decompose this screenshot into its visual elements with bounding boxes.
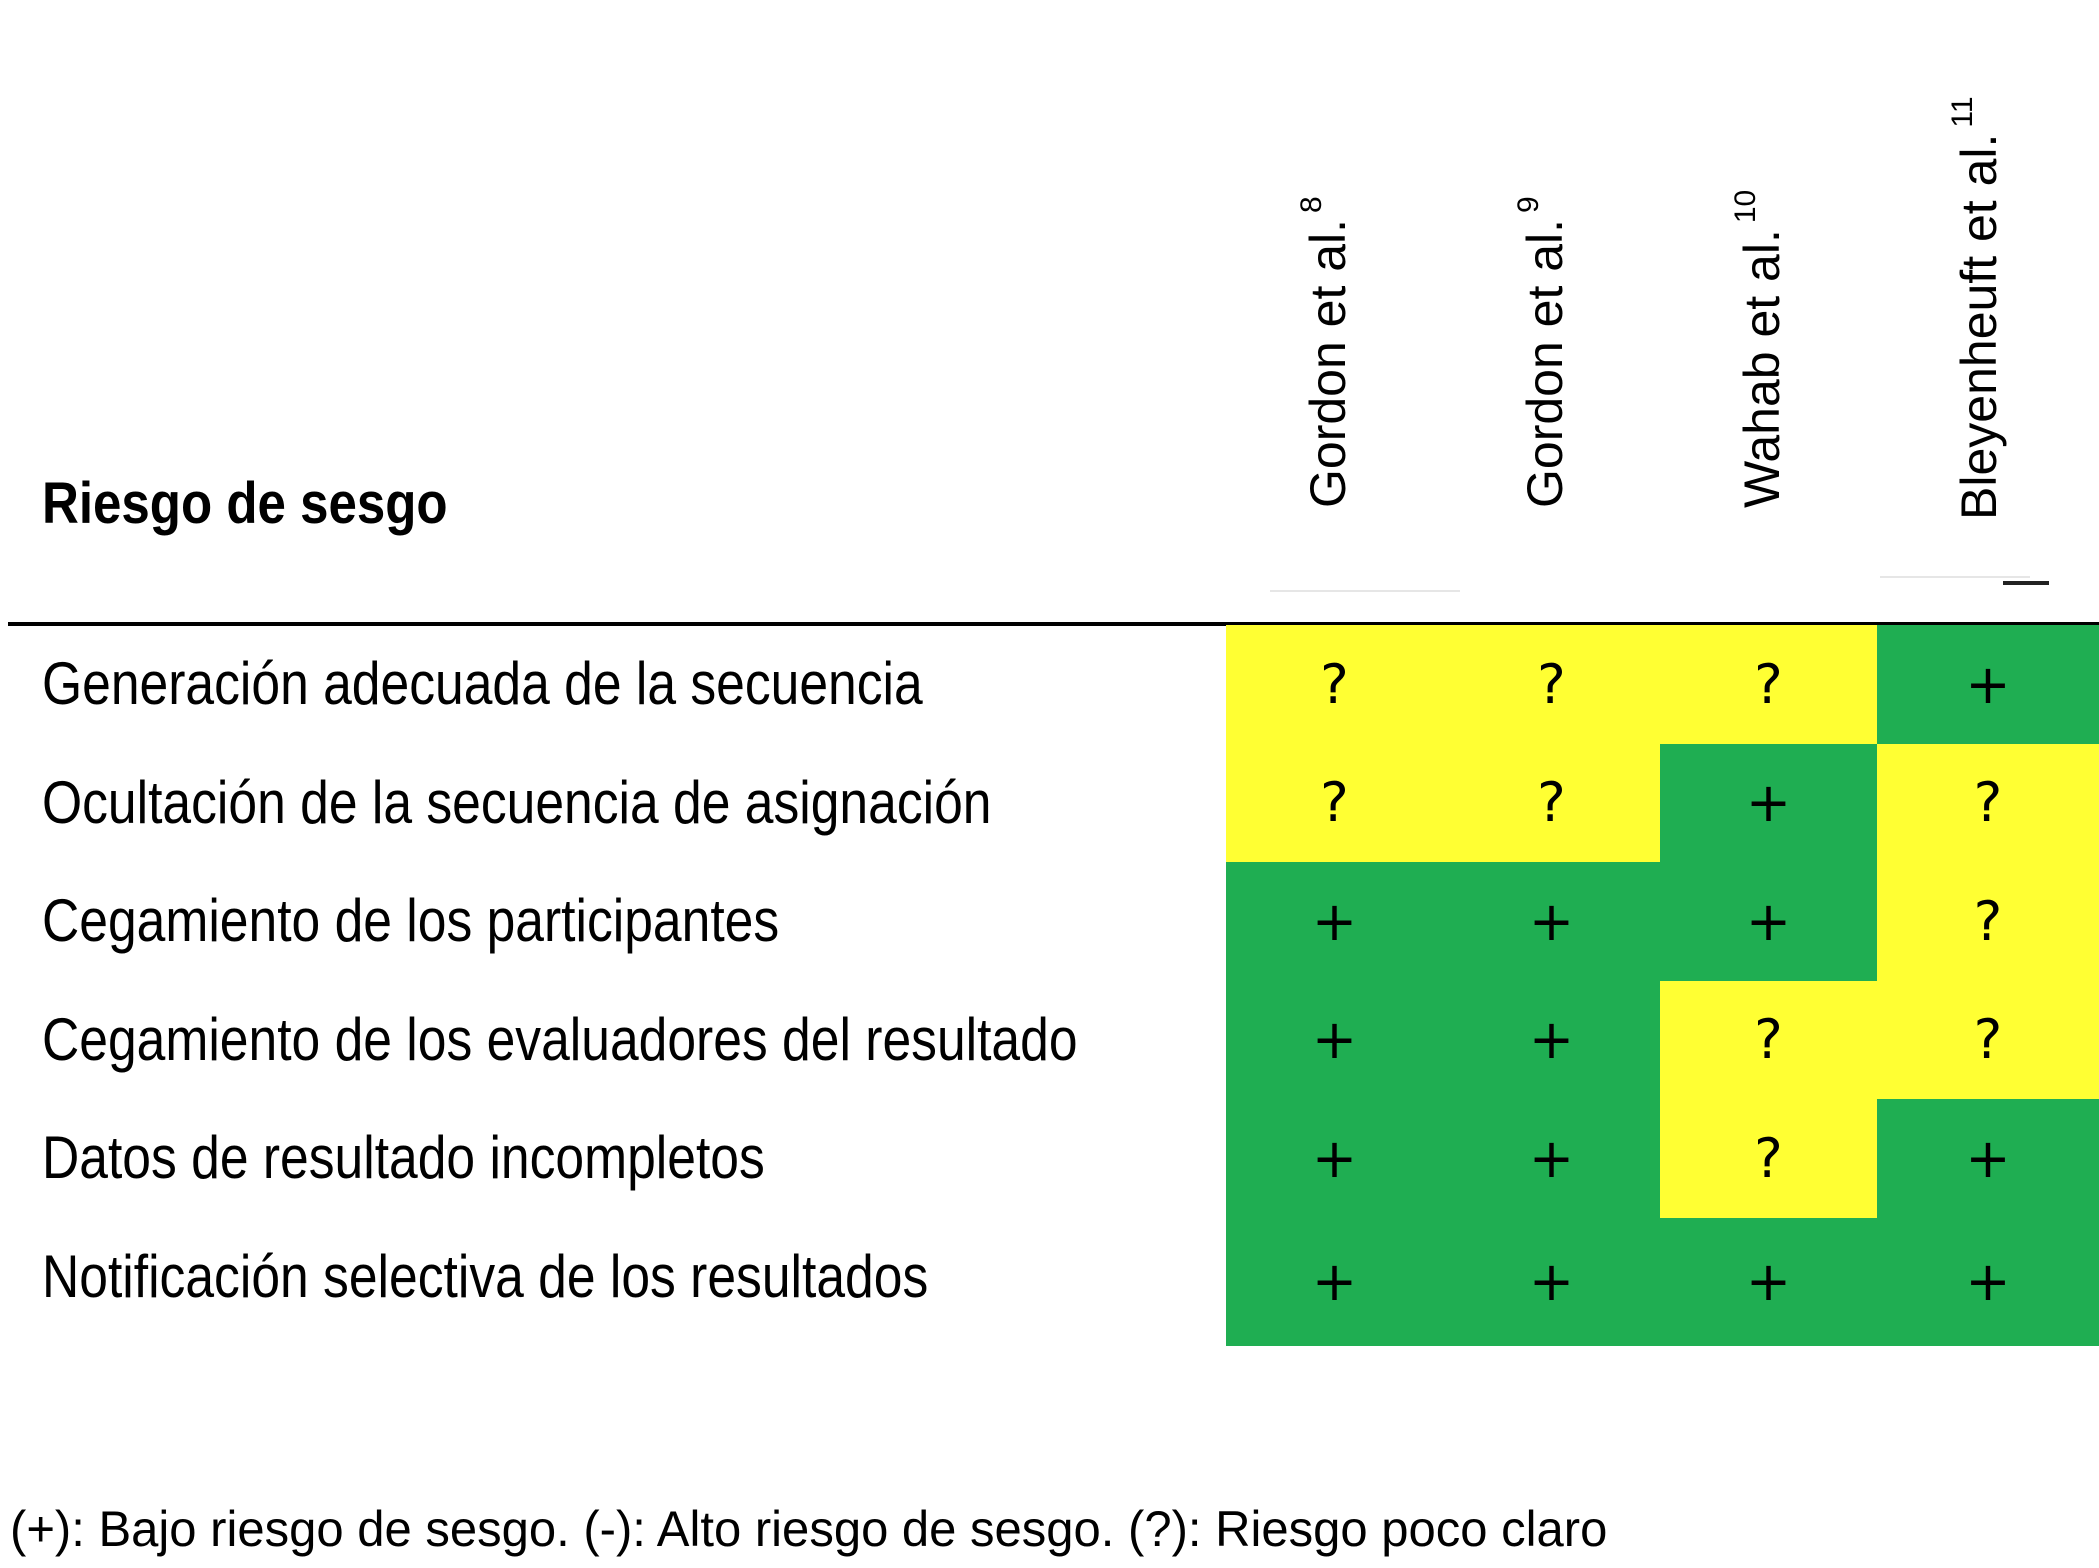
domain-label: Generación adecuada de la secuencia xyxy=(42,650,923,718)
study-ref: 11 xyxy=(1945,96,1979,128)
header-underline-1 xyxy=(1270,590,1460,592)
rating-symbol: + xyxy=(1745,889,1792,953)
rating-cell xyxy=(1443,744,1660,863)
study-name: Wahab et al. xyxy=(1733,229,1790,508)
rating-cell xyxy=(1226,862,1443,981)
header-underline-2 xyxy=(1880,576,2030,578)
rating-cell xyxy=(1877,625,2099,744)
rating-symbol: ? xyxy=(1320,652,1349,716)
study-name: Gordon et al. xyxy=(1516,218,1573,508)
rating-cell xyxy=(1877,862,2099,981)
rating-cell xyxy=(1443,1099,1660,1218)
study-name: Bleyenheuft et al. xyxy=(1950,133,2007,520)
rating-symbol: ? xyxy=(1973,1008,2003,1071)
study-ref: 8 xyxy=(1294,196,1328,213)
domain-label: Cegamiento de los participantes xyxy=(42,887,780,955)
rating-cell xyxy=(1226,744,1443,863)
domain-label: Cegamiento de los evaluadores del resultado xyxy=(42,1005,1078,1073)
legend: (+): Bajo riesgo de sesgo. (-): Alto riesgo de sesgo. (?): Riesgo poco claro xyxy=(10,1501,1608,1557)
rating-cell xyxy=(1660,625,1877,744)
rating-symbol: ? xyxy=(1320,771,1349,834)
rating-symbol: + xyxy=(1745,1249,1792,1313)
rating-cell xyxy=(1443,862,1660,981)
rating-symbol: ? xyxy=(1754,1126,1783,1190)
rating-symbol: ? xyxy=(1754,1008,1783,1071)
rating-symbol: + xyxy=(1965,1126,2011,1190)
rating-symbol: + xyxy=(1528,1126,1575,1190)
study-header-text xyxy=(1945,96,2007,520)
rating-symbol: ? xyxy=(1537,771,1566,834)
domain-label: Datos de resultado incompletos xyxy=(42,1124,765,1192)
header-label: Riesgo de sesgo xyxy=(42,471,448,536)
rating-cell xyxy=(1443,981,1660,1100)
rating-cell xyxy=(1660,981,1877,1100)
rating-symbol: ? xyxy=(1537,652,1566,716)
study-header-text xyxy=(1511,196,1573,508)
rating-symbol: ? xyxy=(1973,889,2003,953)
rating-cell xyxy=(1660,744,1877,863)
rating-cell xyxy=(1226,625,1443,744)
rating-cell xyxy=(1877,981,2099,1100)
study-ref: 10 xyxy=(1728,189,1762,224)
study-ref: 9 xyxy=(1511,196,1545,213)
rating-cell xyxy=(1226,1099,1443,1218)
rating-symbol: + xyxy=(1528,1008,1575,1071)
rating-cell xyxy=(1660,862,1877,981)
rating-cell xyxy=(1443,1218,1660,1347)
rating-symbol: + xyxy=(1965,652,2011,716)
rating-symbol: + xyxy=(1311,1249,1358,1313)
rating-symbol: + xyxy=(1528,889,1575,953)
rating-cell xyxy=(1226,1218,1443,1347)
study-name: Gordon et al. xyxy=(1299,218,1356,508)
rating-symbol: + xyxy=(1965,1249,2011,1313)
rating-symbol: + xyxy=(1745,771,1792,834)
rating-symbol: ? xyxy=(1973,771,2003,834)
rating-cell xyxy=(1226,981,1443,1100)
rating-symbol: + xyxy=(1528,1249,1575,1313)
study-header-text xyxy=(1294,196,1356,508)
rating-symbol: ? xyxy=(1754,652,1783,716)
study-header-text xyxy=(1728,189,1790,508)
domain-label: Ocultación de la secuencia de asignación xyxy=(42,768,992,836)
header-tick-mark xyxy=(2003,581,2049,585)
rating-cell xyxy=(1443,625,1660,744)
rating-cell xyxy=(1877,1099,2099,1218)
rating-symbol: + xyxy=(1311,1126,1358,1190)
rating-cell xyxy=(1877,744,2099,863)
rating-cell xyxy=(1877,1218,2099,1347)
rating-symbol: + xyxy=(1311,1008,1358,1071)
rating-symbol: + xyxy=(1311,889,1358,953)
rating-cell xyxy=(1660,1099,1877,1218)
rating-cell xyxy=(1660,1218,1877,1347)
domain-label: Notificación selectiva de los resultados xyxy=(42,1242,929,1310)
